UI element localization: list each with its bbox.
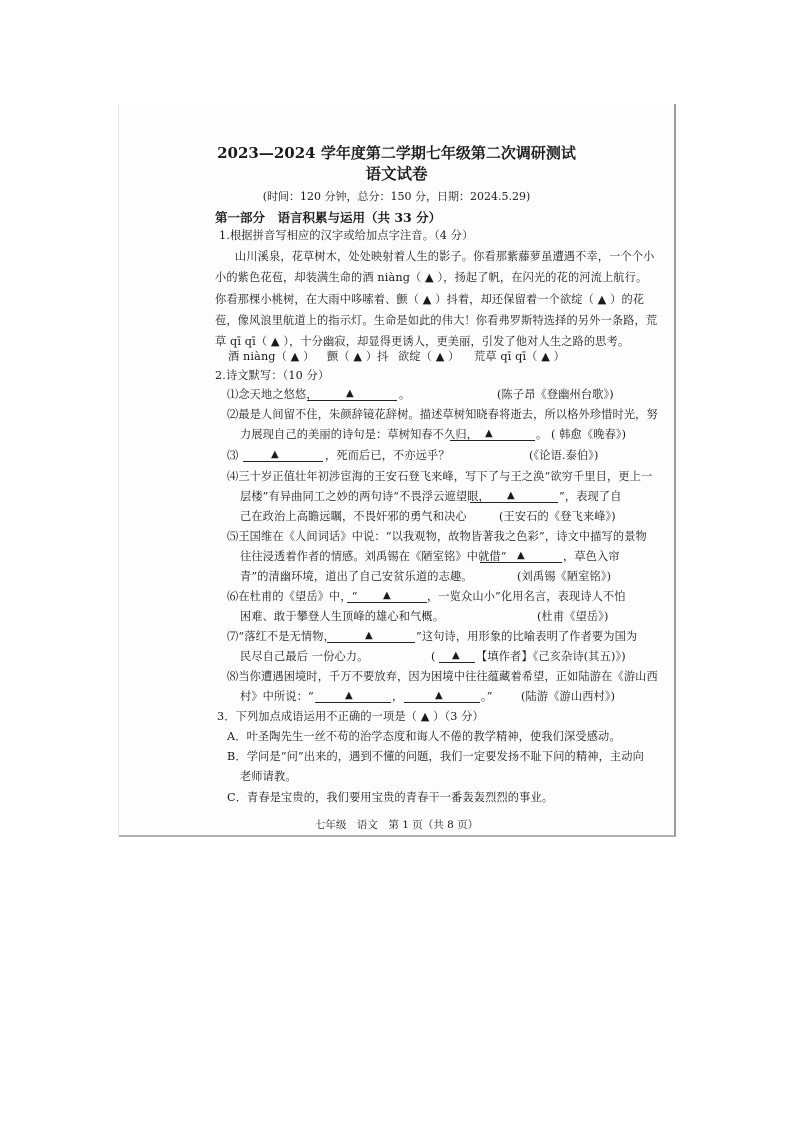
answer-blank[interactable] bbox=[480, 562, 562, 563]
answer-marker: ▲ bbox=[517, 550, 525, 561]
q2-2-end: 。 bbox=[536, 428, 548, 441]
q2-4-text: 层楼”有异曲同工之妙的两句诗“不畏浮云遮望眼， bbox=[240, 490, 490, 503]
answer-blank[interactable] bbox=[404, 702, 480, 703]
q1-answer-4: 荒草 qī qī（ ▲ ） bbox=[474, 350, 566, 363]
q2-6-text: ⑹在杜甫的《望岳》中，“ bbox=[227, 590, 358, 603]
q2-4-text: 己在政治上高瞻远瞩，不畏奸邪的勇气和决心 bbox=[240, 510, 467, 523]
q1-line: 小的紫色花苞，却装满生命的酒 niàng（ ▲ ），扬起了帆，在闪光的花的河流上航行。 bbox=[215, 271, 648, 284]
answer-blank[interactable] bbox=[307, 400, 397, 401]
q2-1-end: 。 bbox=[399, 388, 411, 401]
q2-3-source: (《论语.泰伯》) bbox=[529, 449, 599, 462]
q2-5-text: 青”的清幽环境，道出了自己安贫乐道的志趣。 bbox=[240, 570, 473, 583]
q2-7-text: 民尽自己最后 一份心力。 bbox=[240, 650, 369, 663]
exam-info: (时间：120 分钟，总分：150 分，日期：2024.5.29) bbox=[262, 190, 531, 203]
q1-line: 你看那棵小桃树，在大雨中哆嗦着、颤（ ▲ ）抖着，却还保留着一个欲绽（ ▲ ）的花 bbox=[215, 293, 645, 306]
answer-blank[interactable] bbox=[243, 461, 323, 462]
q2-5-text: 往往浸透着作者的情感。刘禹锡在《陋室铭》中就借“ bbox=[240, 550, 507, 563]
q2-2-text: 力展现自己的美丽的诗句是：草树知春不久归， bbox=[240, 428, 479, 441]
answer-marker: ▲ bbox=[435, 690, 443, 701]
q2-5-source: (刘禹锡《陋室铭》) bbox=[517, 570, 612, 583]
q2-1-source: (陈子昂《登幽州台歌》) bbox=[497, 388, 614, 401]
exam-page bbox=[119, 104, 676, 837]
q2-stem: 2.诗文默写：（10 分） bbox=[215, 369, 330, 382]
q3-option-b: B．学问是“问”出来的，遇到不懂的问题，我们一定要发扬不耻下问的精神，主动向 bbox=[227, 750, 644, 763]
page-footer: 七年级 语文 第 1 页（共 8 页） bbox=[314, 819, 479, 831]
q2-5-text: ⑸王国维在《人间词话》中说：“以我观物，故物皆著我之色彩”，诗文中描写的景物 bbox=[227, 530, 647, 543]
exam-title: 2023—2024 学年度第二学期七年级第二次调研测试 bbox=[217, 144, 576, 162]
q1-answer-2: 颤（ ▲ ）抖 bbox=[327, 350, 389, 363]
q2-4-text: ”，表现了自 bbox=[559, 490, 622, 503]
q2-8-text: 村》中所说：“ bbox=[240, 690, 314, 703]
q2-1-text: ⑴念天地之悠悠， bbox=[227, 388, 318, 401]
q1-line: 山川溪泉，花草树木，处处映射着人生的影子。你看那紫藤萝虽遭遇不幸，一个个小 bbox=[235, 250, 655, 263]
q3-option-a: A．叶圣陶先生一丝不苟的治学态度和诲人不倦的教学精神，使我们深受感动。 bbox=[227, 730, 621, 743]
answer-marker: ▲ bbox=[452, 650, 460, 661]
answer-blank[interactable] bbox=[315, 702, 391, 703]
answer-marker: ▲ bbox=[485, 428, 493, 439]
q1-line: 苞，像风浪里航道上的指示灯。生命是如此的伟大！你看弗罗斯特选择的另外一条路，荒 bbox=[215, 314, 658, 327]
q1-stem: 1.根据拼音写相应的汉字或给加点字注音。（4 分） bbox=[219, 229, 474, 242]
q2-6-text: 困难、敢于攀登人生顶峰的雄心和气概。 bbox=[240, 610, 445, 623]
q2-4-text: ⑷三十岁正值壮年初涉宦海的王安石登飞来峰，写下了与王之涣“欲穷千里目，更上一 bbox=[227, 470, 653, 483]
q2-3-end: ，死而后已，不亦远乎？ bbox=[325, 449, 450, 462]
author-blank[interactable] bbox=[439, 662, 475, 663]
exam-subject: 语文试卷 bbox=[365, 164, 428, 183]
q2-5-text: ，草色入帘 bbox=[563, 550, 620, 563]
q2-7-text: ⑺“落红不是无情物， bbox=[227, 630, 335, 643]
q1-answer-1: 酒 niàng（ ▲ ） bbox=[228, 350, 315, 363]
q2-8-text: 。” bbox=[481, 690, 493, 703]
q2-8-text: ， bbox=[392, 690, 404, 703]
q2-7-source-open: ( bbox=[431, 650, 436, 663]
q3-option-c: C．青春是宝贵的，我们要用宝贵的青春干一番轰轰烈烈的事业。 bbox=[227, 791, 554, 804]
answer-blank[interactable] bbox=[450, 440, 535, 441]
q2-7-source: 【填作者】《己亥杂诗(其五)》) bbox=[476, 650, 626, 663]
answer-blank[interactable] bbox=[347, 602, 427, 603]
q1-answer-3: 欲绽（ ▲ ） bbox=[398, 350, 460, 363]
answer-blank[interactable] bbox=[327, 642, 415, 643]
answer-marker: ▲ bbox=[365, 630, 373, 641]
answer-marker: ▲ bbox=[383, 590, 391, 601]
q2-7-text: ”这句诗，用形象的比喻表明了作者要为国为 bbox=[416, 630, 638, 643]
q2-8-source: (陆游《游山西村》) bbox=[521, 690, 616, 703]
answer-marker: ▲ bbox=[345, 690, 353, 701]
q3-option-b: 老师请教。 bbox=[240, 770, 297, 783]
q3-stem: 3．下列加点成语运用不正确的一项是（ ▲ ）（3 分） bbox=[217, 710, 484, 723]
answer-marker: ▲ bbox=[507, 490, 515, 501]
q2-6-text: ，一览众山小”化用名言，表现诗人不怕 bbox=[427, 590, 626, 603]
answer-marker: ▲ bbox=[271, 449, 279, 460]
answer-blank[interactable] bbox=[470, 502, 558, 503]
q1-line: 草 qī qī（ ▲ ），十分幽寂，却显得更诱人，更美丽，引发了他对人生之路的思考。 bbox=[215, 335, 630, 348]
q2-3-text: ⑶ bbox=[227, 449, 239, 462]
section-heading: 第一部分 语言积累与运用（共 33 分） bbox=[215, 210, 442, 225]
answer-marker: ▲ bbox=[346, 388, 354, 399]
q2-2-source: ( 韩愈《晚春》) bbox=[551, 428, 627, 441]
q2-2-text: ⑵最是人间留不住，朱颜辞镜花辞树。描述草树知晓春将逝去，所以格外珍惜时光，努 bbox=[227, 408, 658, 421]
q2-6-source: (杜甫《望岳》) bbox=[537, 610, 609, 623]
q2-8-text: ⑻当你遭遇困境时，千万不要放弃，因为困境中往往蕴藏着希望，正如陆游在《游山西 bbox=[227, 670, 658, 683]
q2-4-source: (王安石的《登飞来峰》) bbox=[499, 510, 616, 523]
